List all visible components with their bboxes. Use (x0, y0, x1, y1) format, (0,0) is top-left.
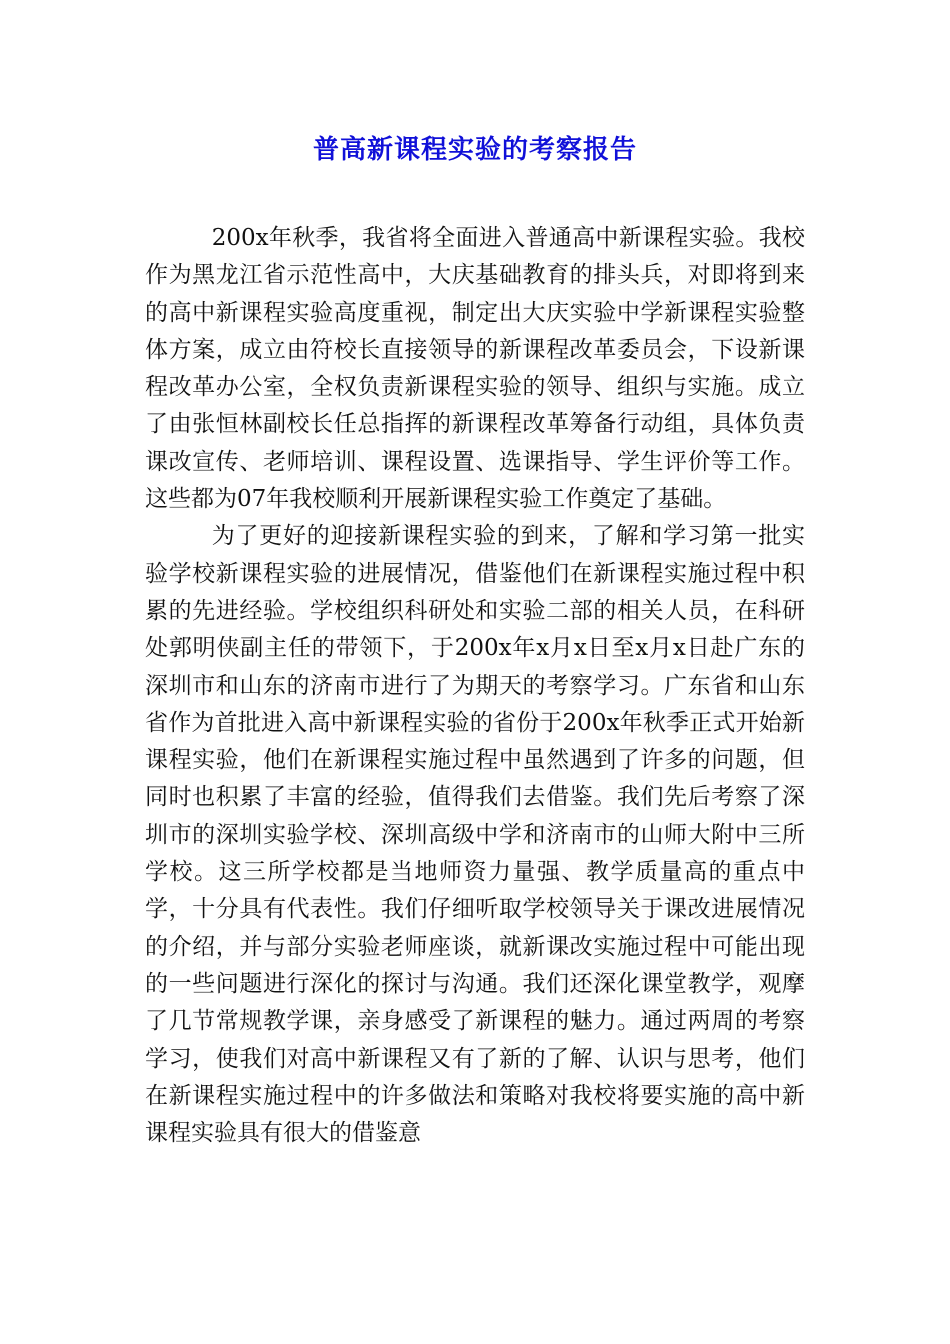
paragraph: 为了更好的迎接新课程实验的到来，了解和学习第一批实验学校新课程实验的进展情况，借鉴他们在新课程实施过程中积累的先进经验。学校组织科研处和实验二部的相关人员，在科研处郭明侠副主任的带领下，于200x年x月x日至x月x日赴广东的深圳市和山东的济南市进行了为期天的考察学习。广东省和山东省作为首批进入高中新课程实验的省份于200x年秋季正式开始新课程实验，他们在新课程实施过程中虽然遇到了许多的问题，但同时也积累了丰富的经验，值得我们去借鉴。我们先后考察了深圳市的深圳实验学校、深圳高级中学和济南市的山师大附中三所学校。这三所学校都是当地师资力量强、教学质量高的重点中学，十分具有代表性。我们仔细听取学校领导关于课改进展情况的介绍，并与部分实验老师座谈，就新课改实施过程中可能出现的一些问题进行深化的探讨与沟通。我们还深化课堂教学，观摩了几节常规教学课，亲身感受了新课程的魅力。通过两周的考察学习，使我们对高中新课程又有了新的了解、认识与思考，他们在新课程实施过程中的许多做法和策略对我校将要实施的高中新课程实验具有很大的借鉴意 (145, 523, 805, 1147)
document-body (145, 220, 805, 1152)
paragraph: 200x年秋季，我省将全面进入普通高中新课程实验。我校作为黑龙江省示范性高中，大庆基础教育的排头兵，对即将到来的高中新课程实验高度重视，制定出大庆实验中学新课程实验整体方案，成立由符校长直接领导的新课程改革委员会，下设新课程改革办公室，全权负责新课程实验的领导、组织与实施。成立了由张恒林副校长任总指挥的新课程改革筹备行动组，具体负责课改宣传、老师培训、课程设置、选课指导、学生评价等工作。这些都为07年我校顺利开展新课程实验工作奠定了基础。 (145, 225, 805, 513)
document-title: 普高新课程实验的考察报告 (312, 135, 637, 165)
